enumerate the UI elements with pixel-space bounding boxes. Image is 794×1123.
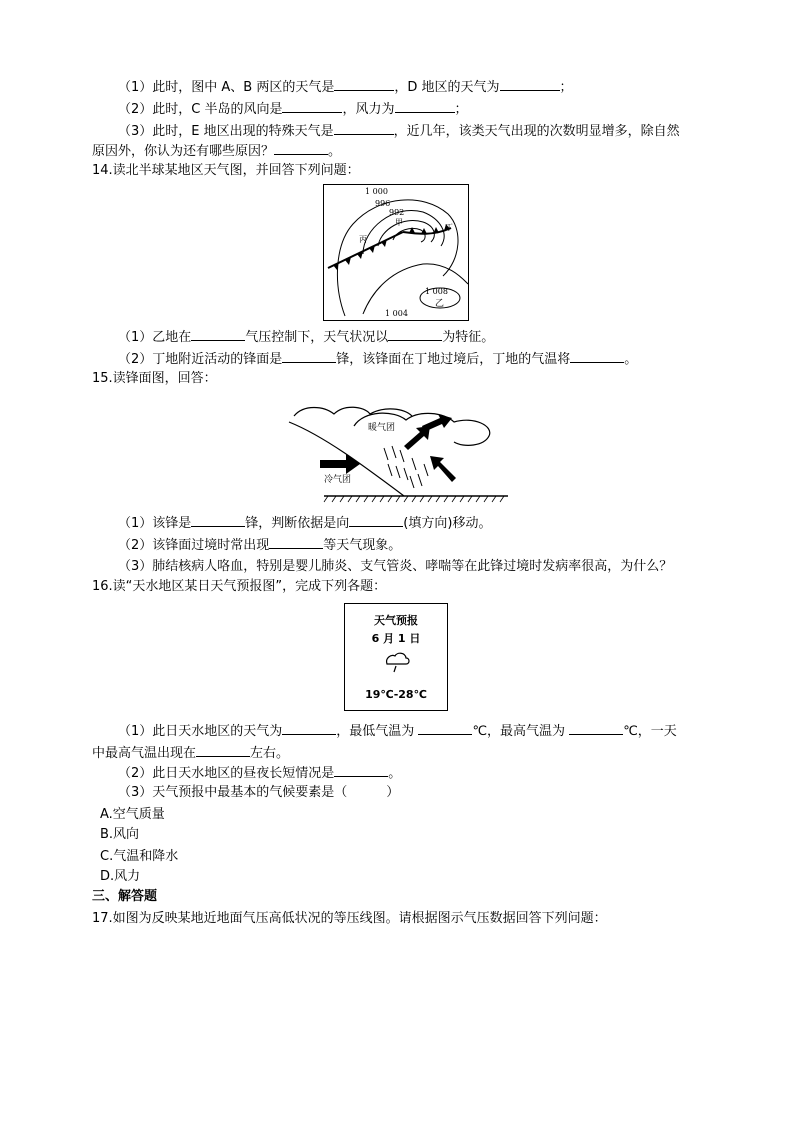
q16-sub1: （1）此日天水地区的天气为 ，最低气温为 ℃，最高气温为 ℃，一天: [118, 724, 677, 739]
q13-sub2: （2）此时，C 半岛的风向是 ，风力为 ；: [118, 102, 468, 117]
q16-sub1-cont: 中最高气温出现在 左右。: [92, 746, 290, 761]
q16-sub3: （3）天气预报中最基本的气候要素是（ ）: [118, 785, 400, 800]
answer-blank[interactable]: [196, 744, 250, 757]
q14-title: 14.读北半球某地区天气图，并回答下列问题：: [92, 163, 360, 178]
answer-blank[interactable]: [570, 350, 624, 363]
answer-blank[interactable]: [334, 122, 394, 135]
front-diagram-figure: [284, 396, 508, 506]
q16-title: 16.读“天水地区某日天气预报图”，完成下列各题：: [92, 579, 387, 594]
rain-cloud-icon: [383, 650, 411, 674]
q13-sub3-cont: 原因外，你认为还有哪些原因？ 。: [92, 144, 342, 159]
place-label-ding: 丁: [445, 223, 453, 232]
q15-sub3: （3）肺结核病人咯血，特别是婴儿肺炎、支气管炎、哮喘等在此锋过境时发病率很高，为什么？: [118, 559, 673, 574]
answer-blank[interactable]: [274, 142, 328, 155]
answer-blank[interactable]: [191, 514, 245, 527]
warm-air-arrow-icon: [430, 456, 456, 482]
q13-sub3: （3）此时，E 地区出现的特殊天气是 ，近几年，该类天气出现的次数明显增多，除自然: [118, 124, 680, 139]
q17-title: 17.如图为反映某地近地面气压高低状况的等压线图。请根据图示气压数据回答下列问题：: [92, 911, 607, 926]
q16-option-d[interactable]: D.风力: [100, 869, 141, 884]
q14-sub2: （2）丁地附近活动的锋面是 锋，该锋面在丁地过境后，丁地的气温将 。: [118, 352, 638, 367]
answer-blank[interactable]: [191, 328, 245, 341]
forecast-card-temp: 19℃-28℃: [365, 688, 427, 701]
answer-blank[interactable]: [282, 100, 342, 113]
answer-blank[interactable]: [282, 350, 336, 363]
place-label-bing: 丙: [359, 235, 367, 244]
q16-option-a[interactable]: A.空气质量: [100, 807, 165, 822]
isobar-label: 1 008: [425, 287, 448, 296]
answer-blank[interactable]: [282, 722, 336, 735]
q15-title: 15.读锋面图，回答：: [92, 371, 217, 386]
isobar-label: 1 004: [385, 309, 408, 318]
answer-blank[interactable]: [395, 100, 455, 113]
q13-sub1: （1）此时，图中 A、B 两区的天气是 ，D 地区的天气为 ；: [118, 80, 573, 95]
forecast-card: [344, 603, 448, 711]
section-heading: 三、解答题: [92, 889, 158, 904]
isobar-label: 996: [375, 199, 391, 208]
isobar-label: 1 000: [365, 187, 388, 196]
warm-air-label: 暖气团: [368, 423, 396, 433]
isobar-label: 992: [389, 208, 405, 217]
q14-sub1: （1）乙地在 气压控制下，天气状况以 为特征。: [118, 330, 495, 345]
place-label-yi: 乙: [435, 299, 445, 309]
answer-blank[interactable]: [418, 722, 472, 735]
answer-blank[interactable]: [334, 764, 388, 777]
forecast-card-title: 天气预报: [374, 614, 418, 627]
answer-blank[interactable]: [349, 514, 403, 527]
cold-air-arrow-icon: [320, 454, 360, 474]
answer-blank[interactable]: [334, 78, 394, 91]
q15-sub2: （2）该锋面过境时常出现 等天气现象。: [118, 538, 402, 553]
q15-sub1: （1）该锋是 锋，判断依据是向 (填方向)移动。: [118, 516, 492, 531]
q16-option-b[interactable]: B.风向: [100, 827, 140, 842]
answer-blank[interactable]: [500, 78, 560, 91]
place-label-jia: 甲: [395, 218, 403, 227]
q16-sub2: （2）此日天水地区的昼夜长短情况是 。: [118, 766, 402, 781]
cold-air-label: 冷气团: [324, 475, 352, 485]
answer-blank[interactable]: [269, 536, 323, 549]
weather-map-figure: [323, 184, 469, 321]
q16-option-c[interactable]: C.气温和降水: [100, 849, 179, 864]
answer-blank[interactable]: [388, 328, 442, 341]
forecast-card-date: 6 月 1 日: [371, 632, 421, 645]
answer-blank[interactable]: [569, 722, 623, 735]
